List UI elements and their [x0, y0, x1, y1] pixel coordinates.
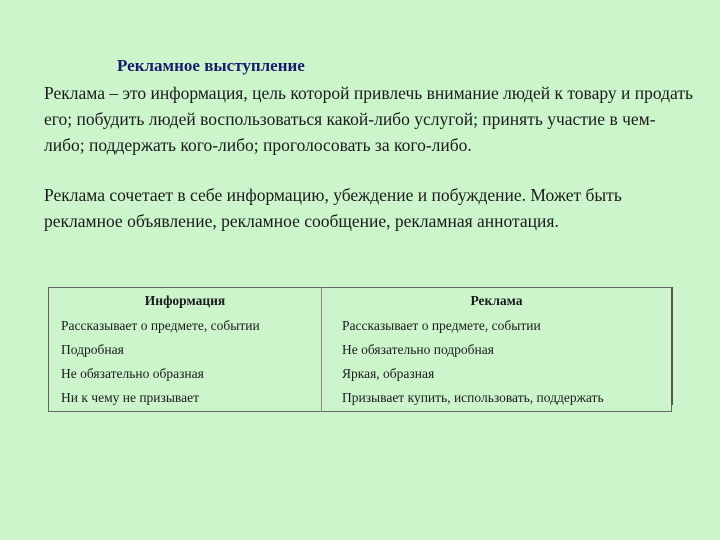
- table-header-row: [49, 288, 672, 316]
- table-cell: Яркая, образная: [342, 366, 435, 381]
- table-row: [49, 315, 672, 339]
- table-row: [49, 363, 672, 387]
- table-row: [49, 339, 672, 363]
- table-cell: Призывает купить, использовать, поддержать: [342, 390, 604, 405]
- header-advertising: Реклама: [470, 293, 523, 308]
- table-cell: Не обязательно подробная: [342, 342, 494, 357]
- slide-title: Рекламное выступление: [117, 56, 305, 75]
- comparison-table: [48, 287, 672, 412]
- table-cell: Рассказывает о предмете, событии: [342, 318, 541, 333]
- table-cell: Не обязательно образная: [49, 363, 322, 387]
- table-cell: Подробная: [49, 339, 322, 363]
- paragraph-composition: Реклама сочетает в себе информацию, убеждение и побуждение. Может быть рекламное объявление, рекламное сообщение, рекламная аннотация.: [44, 185, 622, 231]
- table-cell: Ни к чему не призывает: [49, 387, 322, 412]
- header-information: Информация: [49, 288, 322, 316]
- table-row: [49, 387, 672, 412]
- table-right-border: [671, 287, 673, 405]
- table-cell: Рассказывает о предмете, событии: [49, 315, 322, 339]
- paragraph-definition: Реклама – это информация, цель которой привлечь внимание людей к товару и продать его; побудить людей воспользоваться какой-либо услугой; принять участие в чем-либо; поддержать кого-либо; проголосовать за кого-либо.: [44, 83, 693, 155]
